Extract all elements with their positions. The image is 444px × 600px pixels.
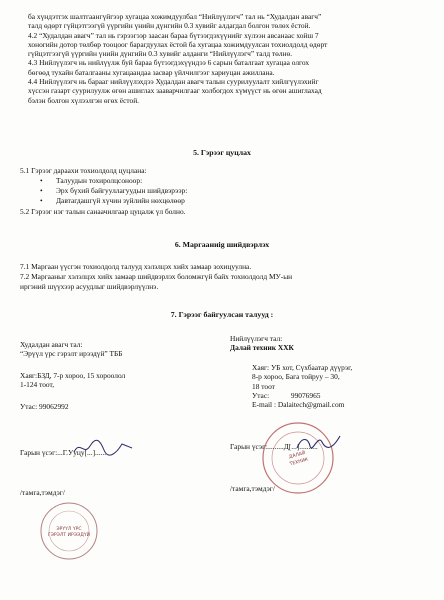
clause-line: хоногийн дотор төлбөр тооцоог барагдуулах ёстой ба хугацаа хожимдуулсан тохиолдолд өдөрт [28, 39, 328, 49]
clause-line: талд өдөрт гүйцэтгээгүй үүргийн үнийн дүнгийн 0.3 хувийг алдагдал болгон төлөх ёстой. [28, 21, 311, 31]
bullet-icon: • [40, 176, 43, 185]
list-item: • Эрх бүхий байгууллагуудын шийдвэрээр: [40, 186, 188, 196]
buyer-label: Худалдан авагч тал: [20, 340, 83, 349]
section-6-para-1: 7.1 Маргаан үүсгэн тохиолдолд талууд хэлэлцэх хийх замаар зохицуулна. [20, 262, 252, 271]
supplier-signature-text: Гарын үсэг:.........Д[...].......... [230, 442, 318, 451]
supplier-party [230, 334, 430, 410]
list-item: • Давтагдашгүй хүчин зүйлийн нөхцөлөөр [40, 196, 185, 206]
section-7-title: 7. Гэрээг байгуулсан талууд : [170, 310, 274, 319]
supplier-phone: 99076965 [290, 391, 321, 401]
svg-text:ДАЛАЙ: ДАЛАЙ [288, 451, 307, 461]
supplier-stamp-label: /тамга,тэмдэг/ [230, 484, 275, 493]
supplier-address-line-3: 18 тоот [252, 381, 275, 391]
termination-list [20, 176, 420, 207]
svg-text:ТЕХНИК: ТЕХНИК [289, 457, 309, 468]
buyer-address-line-1: Хаяг:БЗД, 7-р хороо, 15 хороолол [20, 370, 126, 380]
clause-line: 4.4 Нийлүүлэгч нь барааг нийлүүлэхдээ Худалдан авагч талын суурилуулалт хийлгүүлэхийг [28, 77, 319, 87]
buyer-stamp-seal [38, 500, 100, 562]
buyer-stamp-label: /тамга,тэмдэг/ [20, 488, 65, 497]
clause-line: бэлэн болгон хүлээлгэн өгөх ёстой. [28, 95, 139, 105]
bullet-icon: • [40, 186, 43, 196]
supplier-email: E-mail : Dalaitech@gmail.com [252, 400, 345, 410]
buyer-party [20, 340, 220, 411]
svg-text:ЭРҮҮЛ ҮРС: ЭРҮҮЛ ҮРС [56, 527, 82, 532]
buyer-address-line-2: 1-124 тоот, [20, 380, 55, 390]
supplier-label: Нийлүүлэгч тал: [230, 334, 283, 343]
buyer-name: “Эрүүл үрс гэрэлт ирээдүй” ТББ [20, 349, 123, 359]
section-5-title: 5. Гэрээг цуцлах [193, 148, 251, 157]
bullet-icon: • [40, 196, 43, 206]
section-6-title: 6. Маргааниig шийдвэрлэх [174, 240, 270, 249]
section-5-closing: 5.2 Гэрээг нэг талын санаачилгаар цуцалж үл болно. [20, 206, 186, 216]
supplier-phone-label: Утас: [252, 391, 270, 401]
supplier-address-line-1: Хаяг: УБ хот, Сүхбаатар дүүрэг, [252, 362, 353, 372]
clause-line: бөгөөд тухайн баталгааны хугацаандаа засвар үйлчилгээг хариуцан ажиллана. [28, 67, 275, 77]
clause-line: гүйцэтгээгүй үүргийн үнийн дүнгийн 0.3 хувийг алданги “Нийлүүлэгч” талд төлнө. [28, 49, 293, 59]
supplier-signature-mark [294, 432, 344, 454]
section-6-para-2: 7.2 Маргааныг хэлэлцэх хийх замаар шийдвэрлэх боломжгүй байх тохиолдолд МУ-ын [20, 272, 293, 281]
buyer-signature-text: Гарын үсэг:...Г.Ууцу[...]...... [20, 448, 107, 457]
supplier-phone-row [230, 391, 430, 400]
buyer-signature-mark [70, 438, 140, 458]
supplier-name: Далай техник ХХК [230, 343, 294, 353]
list-item: • Талуудын тохиролцсоноор: [40, 176, 143, 185]
section-6-body [20, 262, 420, 292]
section-5-body [20, 166, 420, 217]
clause-line: ба хүндэтгэх шалтгаангүйгээр хугацаа хожимдуулбал “Нийлүүлэгч” тал нь “Худалдан авагч” [28, 12, 322, 21]
clause-line: 4.2 “Худалдан авагч” тал нь гэрээгээр заасан бараа бүтээгдэхүүнийг хүлээн авсанаас хойш 7 [28, 30, 319, 40]
buyer-phone: Утас: 99062992 [20, 401, 69, 411]
clauses-section-4 [28, 12, 420, 105]
clause-line: 4.3 Нийлүүлэгч нь нийлүүлж буй бараа бүтээгдэхүүндээ 6 сарын баталгаат хугацаа олгох [28, 58, 310, 68]
section-5-lead: 5.1 Гэрээг дараахи тохиолдолд цуцлана: [20, 166, 147, 175]
section-6-para-2-cont: иргэний шүүхээр асуудлыг шийдвэрлүүлнэ. [20, 282, 159, 291]
supplier-address-line-2: 8-р хороо, Бага тойруу – 30, [252, 372, 340, 382]
clause-line: хүссэн газарт суурилуулж өгөн ашиглах зааварчилгааг холбогдох хүмүүст нь өгөн ашиглахад [28, 86, 322, 96]
svg-text:ГЭРЭЛТ ИРЭЭДҮЙ: ГЭРЭЛТ ИРЭЭДҮЙ [47, 533, 91, 538]
